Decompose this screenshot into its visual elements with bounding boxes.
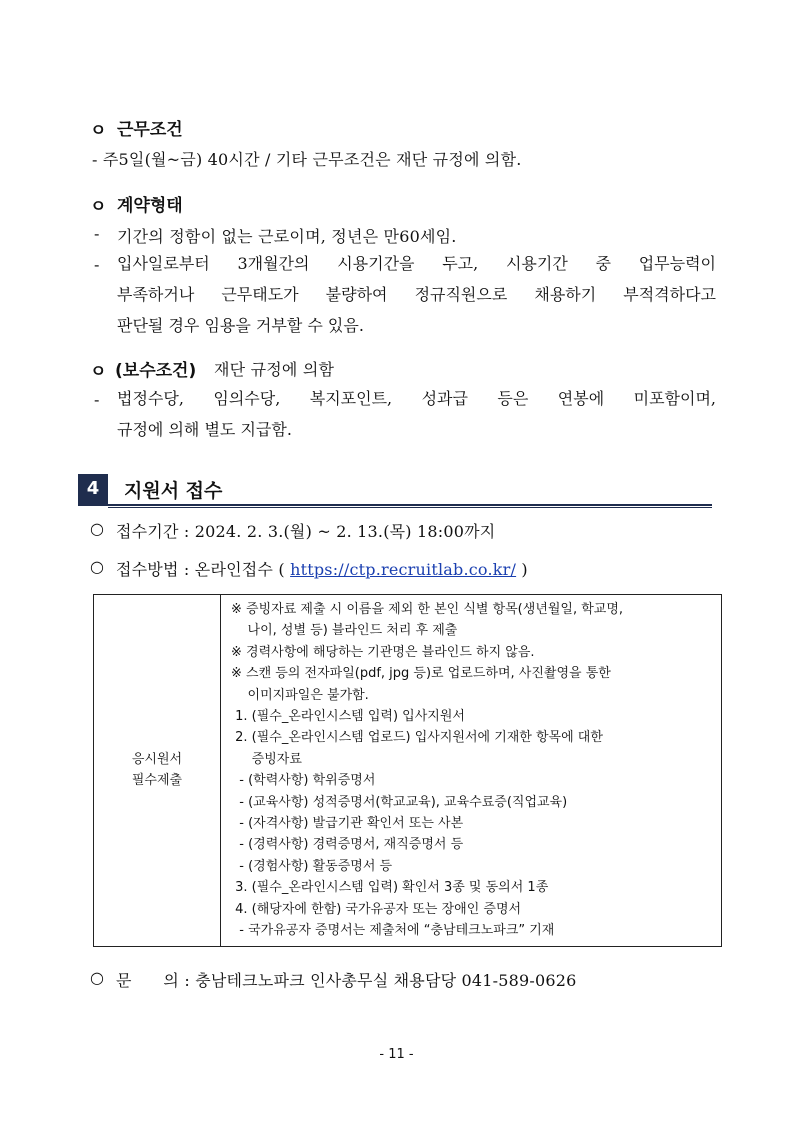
method-suffix: ): [516, 560, 528, 579]
bullet-marker: ㅇ: [90, 362, 107, 382]
table-line: - (교육사항) 성적증명서(학교교육), 교육수료증(직업교육): [231, 794, 568, 810]
table-row: [94, 595, 722, 947]
table-line: 1. (필수_온라인시스템 입력) 입사지원서: [231, 709, 465, 725]
dash-marker: -: [94, 224, 100, 243]
table-line: - (경력사항) 경력증명서, 재직증명서 등: [231, 837, 464, 853]
table-line: ※ 증빙자료 제출 시 이름을 제외 한 본인 식별 항목(생년월일, 학교명,: [231, 602, 624, 617]
pay-item-paragraph: [117, 383, 716, 445]
contract-type-title: 계약형태: [117, 196, 183, 216]
table-right-cell: [221, 595, 722, 947]
dash-marker: -: [94, 255, 100, 274]
section-divider: [78, 504, 712, 506]
table-line: 4. (해당자에 한함) 국가유공자 또는 장애인 증명서: [231, 901, 522, 917]
table-line: - (학력사항) 학위증명서: [231, 773, 376, 789]
dash-marker: -: [94, 390, 100, 409]
table-line: 증빙자료: [231, 751, 302, 767]
pay-conditions-subtitle: 재단 규정에 의함: [214, 360, 335, 379]
contract-item-paragraph: [117, 248, 716, 341]
section-number-badge: 4: [78, 474, 108, 504]
method-prefix: 접수방법 : 온라인접수 (: [116, 560, 291, 579]
contract-item-line: 부족하거나 근무태도가 불량하여 정규직원으로 채용하기 부적격하다고: [117, 285, 716, 304]
application-period: 접수기간 : 2024. 2. 3.(월) ~ 2. 13.(목) 18:00까지: [116, 522, 496, 541]
bullet-marker: ㅇ: [90, 197, 107, 217]
inquiry-contact: 문 의 : 충남테크노파크 인사총무실 채용담당 041-589-0626: [116, 971, 577, 990]
left-cell-line: 필수제출: [131, 773, 183, 789]
bullet-marker: ○: [90, 519, 105, 538]
left-cell-line: 응시원서: [131, 752, 183, 768]
bullet-marker: ○: [90, 968, 105, 987]
page-number: - 11 -: [379, 1047, 414, 1062]
bullet-marker: ㅇ: [90, 121, 107, 141]
table-line: - 국가유공자 증명서는 제출처에 “충남테크노파크” 기재: [231, 923, 555, 939]
work-conditions-title: 근무조건: [117, 120, 183, 140]
pay-item-line: 규정에 의해 별도 지급함.: [117, 420, 292, 439]
table-line: - (경험사항) 활동증명서 등: [231, 858, 393, 874]
bullet-marker: ○: [90, 557, 105, 576]
table-line: 2. (필수_온라인시스템 업로드) 입사지원서에 기재한 항목에 대한: [231, 730, 603, 746]
recruit-site-link[interactable]: https://ctp.recruitlab.co.kr/: [290, 560, 517, 579]
required-documents-table: [93, 594, 722, 947]
work-conditions-item: - 주5일(월~금) 40시간 / 기타 근무조건은 재단 규정에 의함.: [92, 150, 522, 169]
section-title: 지원서 접수: [124, 480, 223, 502]
table-left-cell: [94, 595, 221, 947]
contract-item-line: 입사일로부터 3개월간의 시용기간을 두고, 시용기간 중 업무능력이: [117, 254, 716, 273]
table-line: ※ 경력사항에 해당하는 기관명은 블라인드 하지 않음.: [231, 644, 535, 660]
table-line: - (자격사항) 발급기관 확인서 또는 사본: [231, 816, 464, 832]
table-line: 나이, 성별 등) 블라인드 처리 후 제출: [231, 623, 458, 639]
application-method: [116, 557, 528, 580]
contract-item-line: 기간의 정함이 없는 근로이며, 정년은 만60세임.: [117, 227, 457, 246]
pay-conditions-title: (보수조건): [115, 361, 197, 381]
section-divider-thin: [108, 507, 712, 508]
contract-item-line: 판단될 경우 임용을 거부할 수 있음.: [117, 316, 364, 335]
table-line: 3. (필수_온라인시스템 입력) 확인서 3종 및 동의서 1종: [231, 880, 549, 896]
pay-item-line: 법정수당, 임의수당, 복지포인트, 성과급 등은 연봉에 미포함이며,: [117, 389, 716, 408]
table-line: ※ 스캔 등의 전자파일(pdf, jpg 등)로 업로드하며, 사진촬영을 통한: [231, 666, 611, 682]
table-line: 이미지파일은 불가함.: [231, 687, 369, 703]
